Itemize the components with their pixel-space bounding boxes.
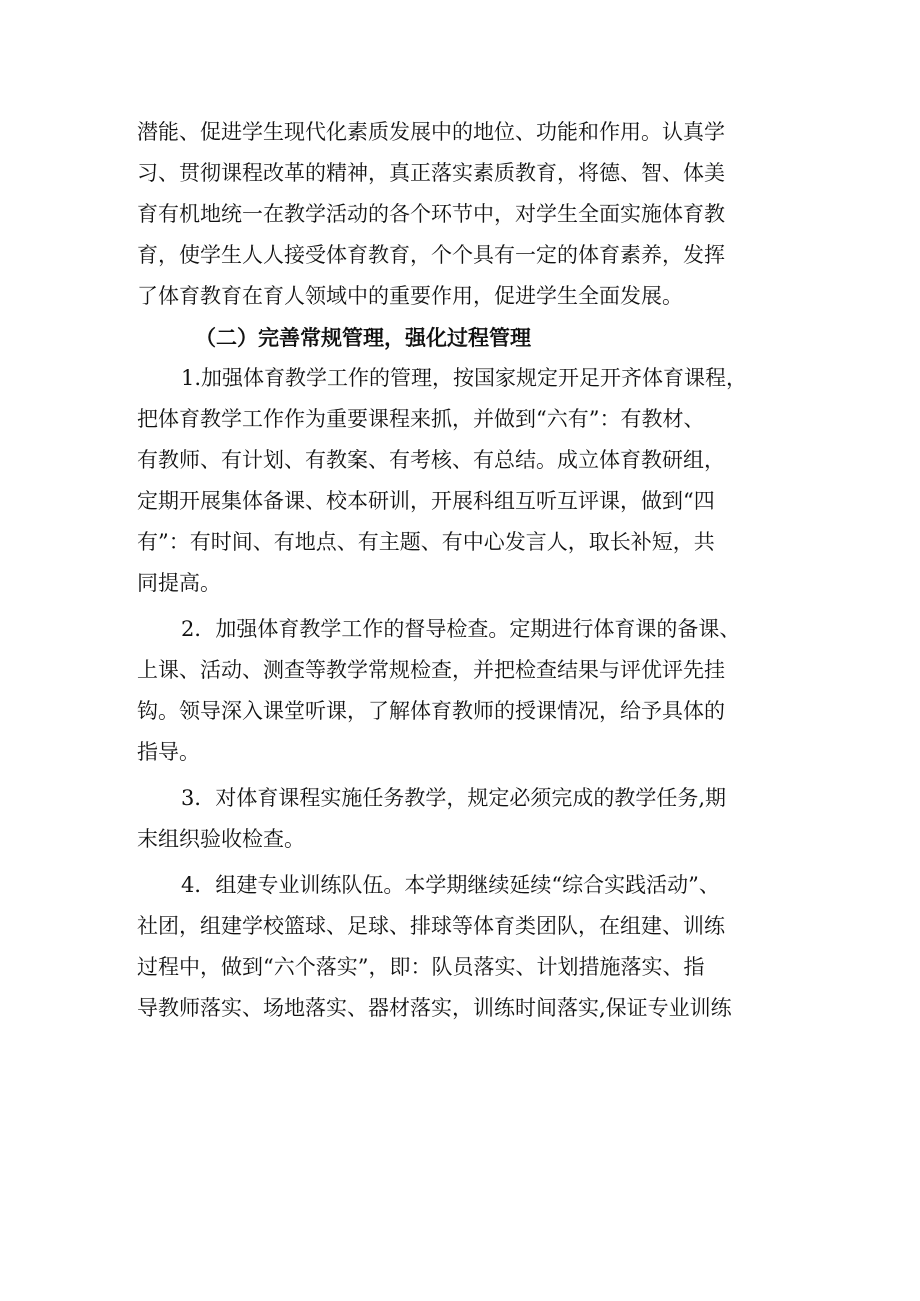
paragraph-line: 同提高。 xyxy=(137,571,221,595)
paragraph-line: 有”：有时间、有地点、有主题、有中心发言人，取长补短，共 xyxy=(137,530,715,554)
paragraph-line: 上课、活动、测查等教学常规检查，并把检查结果与评优评先挂 xyxy=(137,658,725,682)
item-4-paragraph xyxy=(137,865,797,1029)
document-body xyxy=(137,112,797,1029)
section-heading: （二）完善常规管理，强化过程管理 xyxy=(195,325,531,350)
paragraph-line: 2．加强体育教学工作的督导检查。定期进行体育课的备课、 xyxy=(181,617,741,641)
paragraph-line: 指导。 xyxy=(137,740,200,764)
paragraph-line: 育有机地统一在教学活动的各个环节中，对学生全面实施体育教 xyxy=(137,202,725,226)
paragraph-line: 社团，组建学校篮球、足球、排球等体育类团队，在组建、训练 xyxy=(137,914,725,938)
paragraph-line: 过程中，做到“六个落实”，即：队员落实、计划措施落实、指 xyxy=(137,955,705,979)
paragraph-1 xyxy=(137,112,797,317)
paragraph-line: 钩。领导深入课堂听课，了解体育教师的授课情况，给予具体的 xyxy=(137,699,725,723)
paragraph-line: 育，使学生人人接受体育教育，个个具有一定的体育素养，发挥 xyxy=(137,243,725,267)
paragraph-line: 有教师、有计划、有教案、有考核、有总结。成立体育教研组， xyxy=(137,448,725,472)
paragraph-line: 潜能、促进学生现代化素质发展中的地位、功能和作用。认真学 xyxy=(137,120,725,144)
paragraph-line: 习、贯彻课程改革的精神，真正落实素质教育，将德、智、体美 xyxy=(137,161,725,185)
item-3-paragraph xyxy=(137,778,797,860)
paragraph-line: 定期开展集体备课、校本研训，开展科组互听互评课，做到“四 xyxy=(137,489,715,513)
paragraph-line: 4．组建专业训练队伍。本学期继续延续“综合实践活动”、 xyxy=(181,873,720,897)
paragraph-line: 3．对体育课程实施任务教学，规定必须完成的教学任务,期 xyxy=(181,786,727,810)
paragraph-line: 导教师落实、场地落实、器材落实，训练时间落实,保证专业训练 xyxy=(137,996,732,1020)
paragraph-line: 了体育教育在育人领域中的重要作用，促进学生全面发展。 xyxy=(137,284,683,308)
item-1-paragraph xyxy=(137,358,797,604)
item-2-paragraph xyxy=(137,609,797,773)
paragraph-line: 把体育教学工作作为重要课程来抓，并做到“六有”：有教材、 xyxy=(137,407,705,431)
paragraph-line: 末组织验收检查。 xyxy=(137,827,305,851)
paragraph-line: 1.加强体育教学工作的管理，按国家规定开足开齐体育课程， xyxy=(181,366,748,390)
